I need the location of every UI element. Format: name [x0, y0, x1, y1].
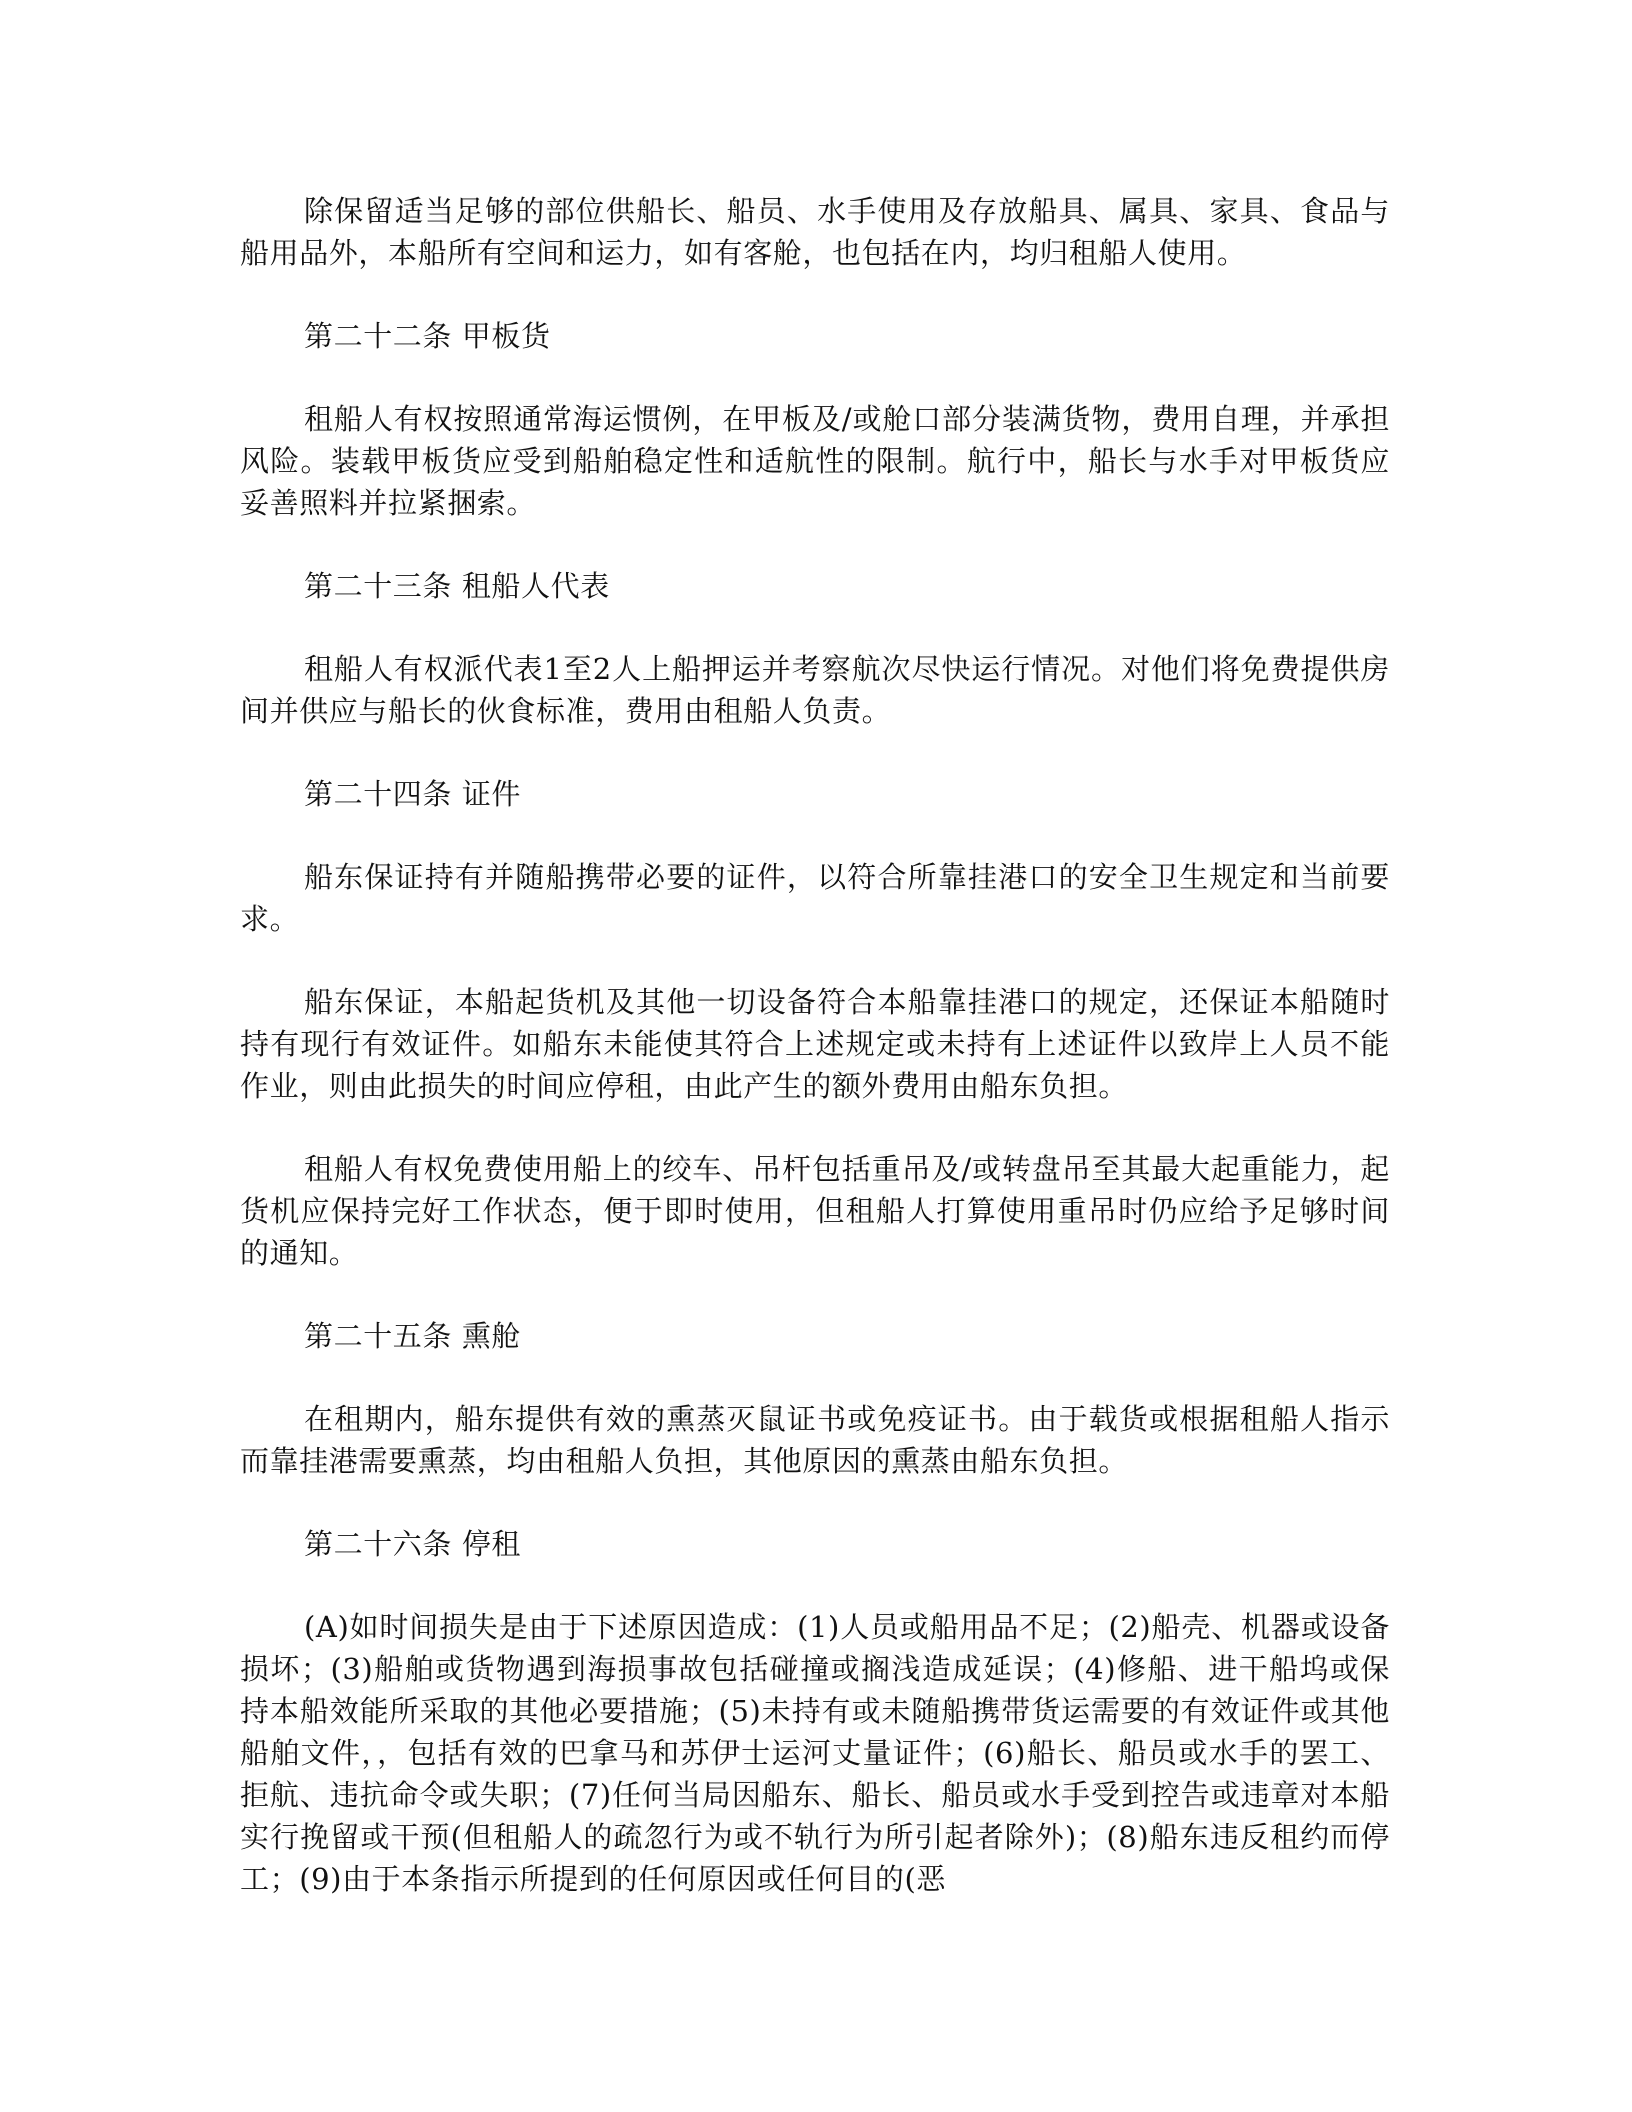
- paragraph: 租船人有权按照通常海运惯例，在甲板及/或舱口部分装满货物，费用自理，并承担风险。装载甲板货应受到船舶稳定性和适航性的限制。航行中，船长与水手对甲板货应妥善照料并拉紧捆索。: [240, 402, 1390, 520]
- article-heading: 第二十三条 租船人代表: [304, 569, 610, 603]
- paragraph: 除保留适当足够的部位供船长、船员、水手使用及存放船具、属具、家具、食品与船用品外，本船所有空间和运力，如有客舱，也包括在内，均归租船人使用。: [240, 194, 1390, 270]
- paragraph: 租船人有权免费使用船上的绞车、吊杆包括重吊及/或转盘吊至其最大起重能力，起货机应保持完好工作状态，便于即时使用，但租船人打算使用重吊时仍应给予足够时间的通知。: [240, 1152, 1390, 1270]
- paragraph: (A)如时间损失是由于下述原因造成：(1)人员或船用品不足；(2)船壳、机器或设备损坏；(3)船舶或货物遇到海损事故包括碰撞或搁浅造成延误；(4)修船、进干船坞或保持本船效能所采取的其他必要措施；(5)未持有或未随船携带货运需要的有效证件或其他船舶文件，，包括有效的巴拿马和苏伊士运河丈量证件；(6)船长、船员或水手的罢工、拒航、违抗命令或失职；(7)任何当局因船东、船长、船员或水手受到控告或违章对本船实行挽留或干预(但租船人的疏忽行为或不轨行为所引起者除外)；(8)船东违反租约而停工；(9)由于本条指示所提到的任何原因或任何目的(恶: [240, 1610, 1390, 1896]
- document-page: [240, 190, 1390, 1941]
- paragraph: 船东保证持有并随船携带必要的证件，以符合所靠挂港口的安全卫生规定和当前要求。: [240, 860, 1390, 936]
- article-heading: 第二十六条 停租: [304, 1527, 522, 1561]
- article-heading: 第二十四条 证件: [304, 777, 522, 811]
- article-heading: 第二十二条 甲板货: [304, 319, 551, 353]
- paragraph: 船东保证，本船起货机及其他一切设备符合本船靠挂港口的规定，还保证本船随时持有现行有效证件。如船东未能使其符合上述规定或未持有上述证件以致岸上人员不能作业，则由此损失的时间应停租，由此产生的额外费用由船东负担。: [240, 985, 1390, 1103]
- paragraph: 租船人有权派代表1至2人上船押运并考察航次尽快运行情况。对他们将免费提供房间并供应与船长的伙食标准，费用由租船人负责。: [240, 652, 1390, 728]
- article-heading: 第二十五条 熏舱: [304, 1319, 522, 1353]
- paragraph: 在租期内，船东提供有效的熏蒸灭鼠证书或免疫证书。由于载货或根据租船人指示而靠挂港需要熏蒸，均由租船人负担，其他原因的熏蒸由船东负担。: [240, 1402, 1390, 1478]
